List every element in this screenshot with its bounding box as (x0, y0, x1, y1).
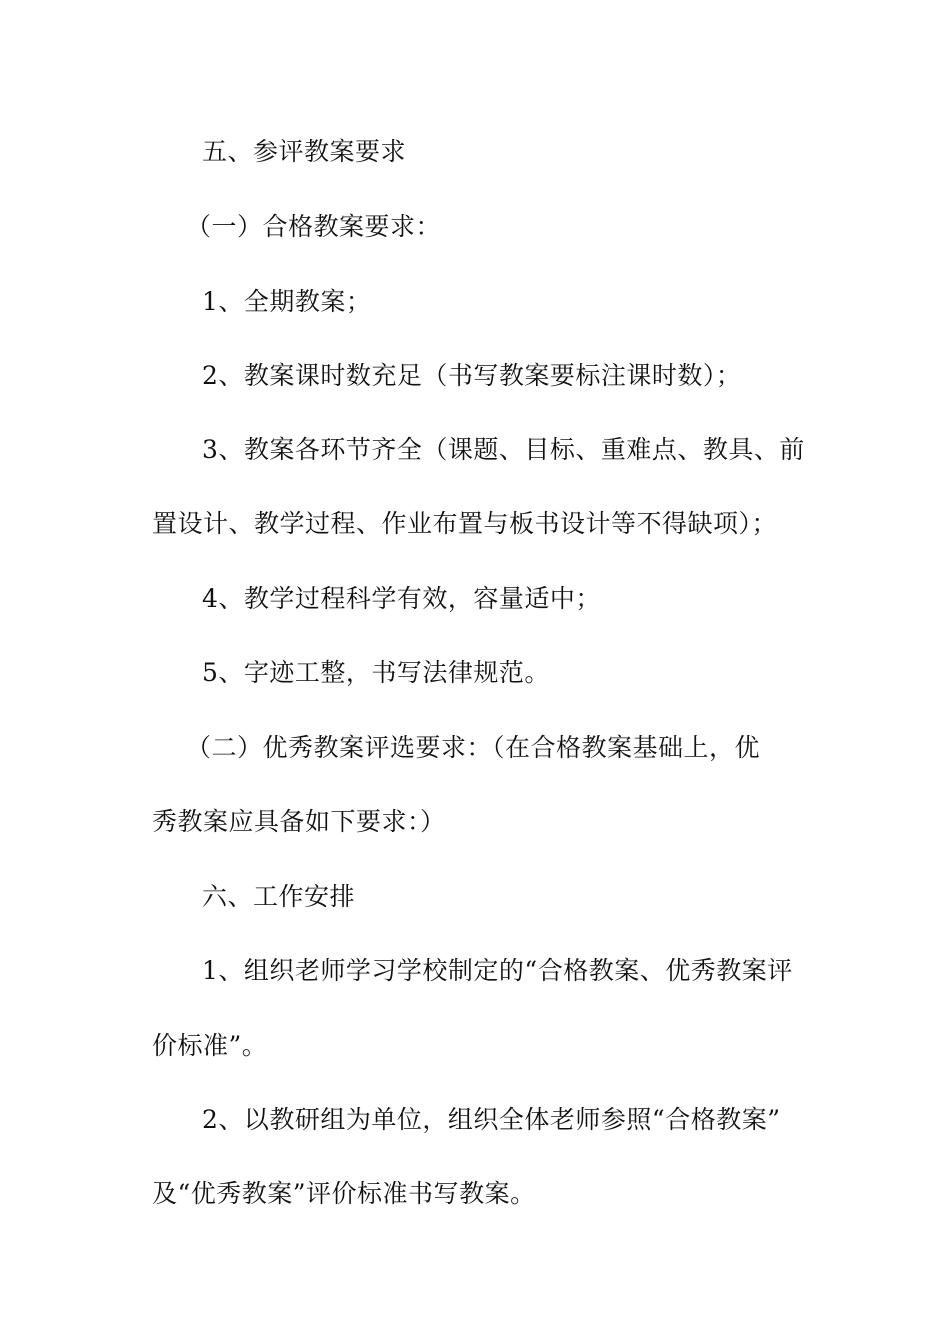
paragraph-item-3-line-1: 3、教案各环节齐全（课题、目标、重难点、教具、前 (202, 435, 805, 464)
work-item-2-line-1: 2、以教研组为单位，组织全体老师参照“合格教案” (202, 1105, 781, 1134)
paragraph-item-2: 2、教案课时数充足（书写教案要标注课时数）； (202, 361, 742, 390)
work-item-1-line-2: 价标准”。 (152, 1031, 268, 1060)
subsection-heading-two-line-2: 秀教案应具备如下要求：） (152, 807, 446, 836)
work-item-1-line-1: 1、组织老师学习学校制定的“合格教案、优秀教案评 (202, 956, 793, 985)
work-item-2-line-2: 及“优秀教案”评价标准书写教案。 (152, 1179, 536, 1208)
subsection-heading-two-line-1: （二）优秀教案评选要求：（在合格教案基础上，优 (186, 733, 761, 762)
subsection-heading-one: （一）合格教案要求： (186, 212, 442, 241)
paragraph-item-4: 4、教学过程科学有效，容量适中； (202, 584, 601, 613)
section-heading-six: 六、工作安排 (202, 882, 356, 911)
paragraph-item-5: 5、字迹工整，书写法律规范。 (202, 658, 550, 687)
paragraph-item-3-line-2: 置设计、教学过程、作业布置与板书设计等不得缺项）； (152, 509, 778, 538)
section-heading-five: 五、参评教案要求 (202, 137, 407, 166)
paragraph-item-1: 1、全期教案； (202, 287, 372, 316)
